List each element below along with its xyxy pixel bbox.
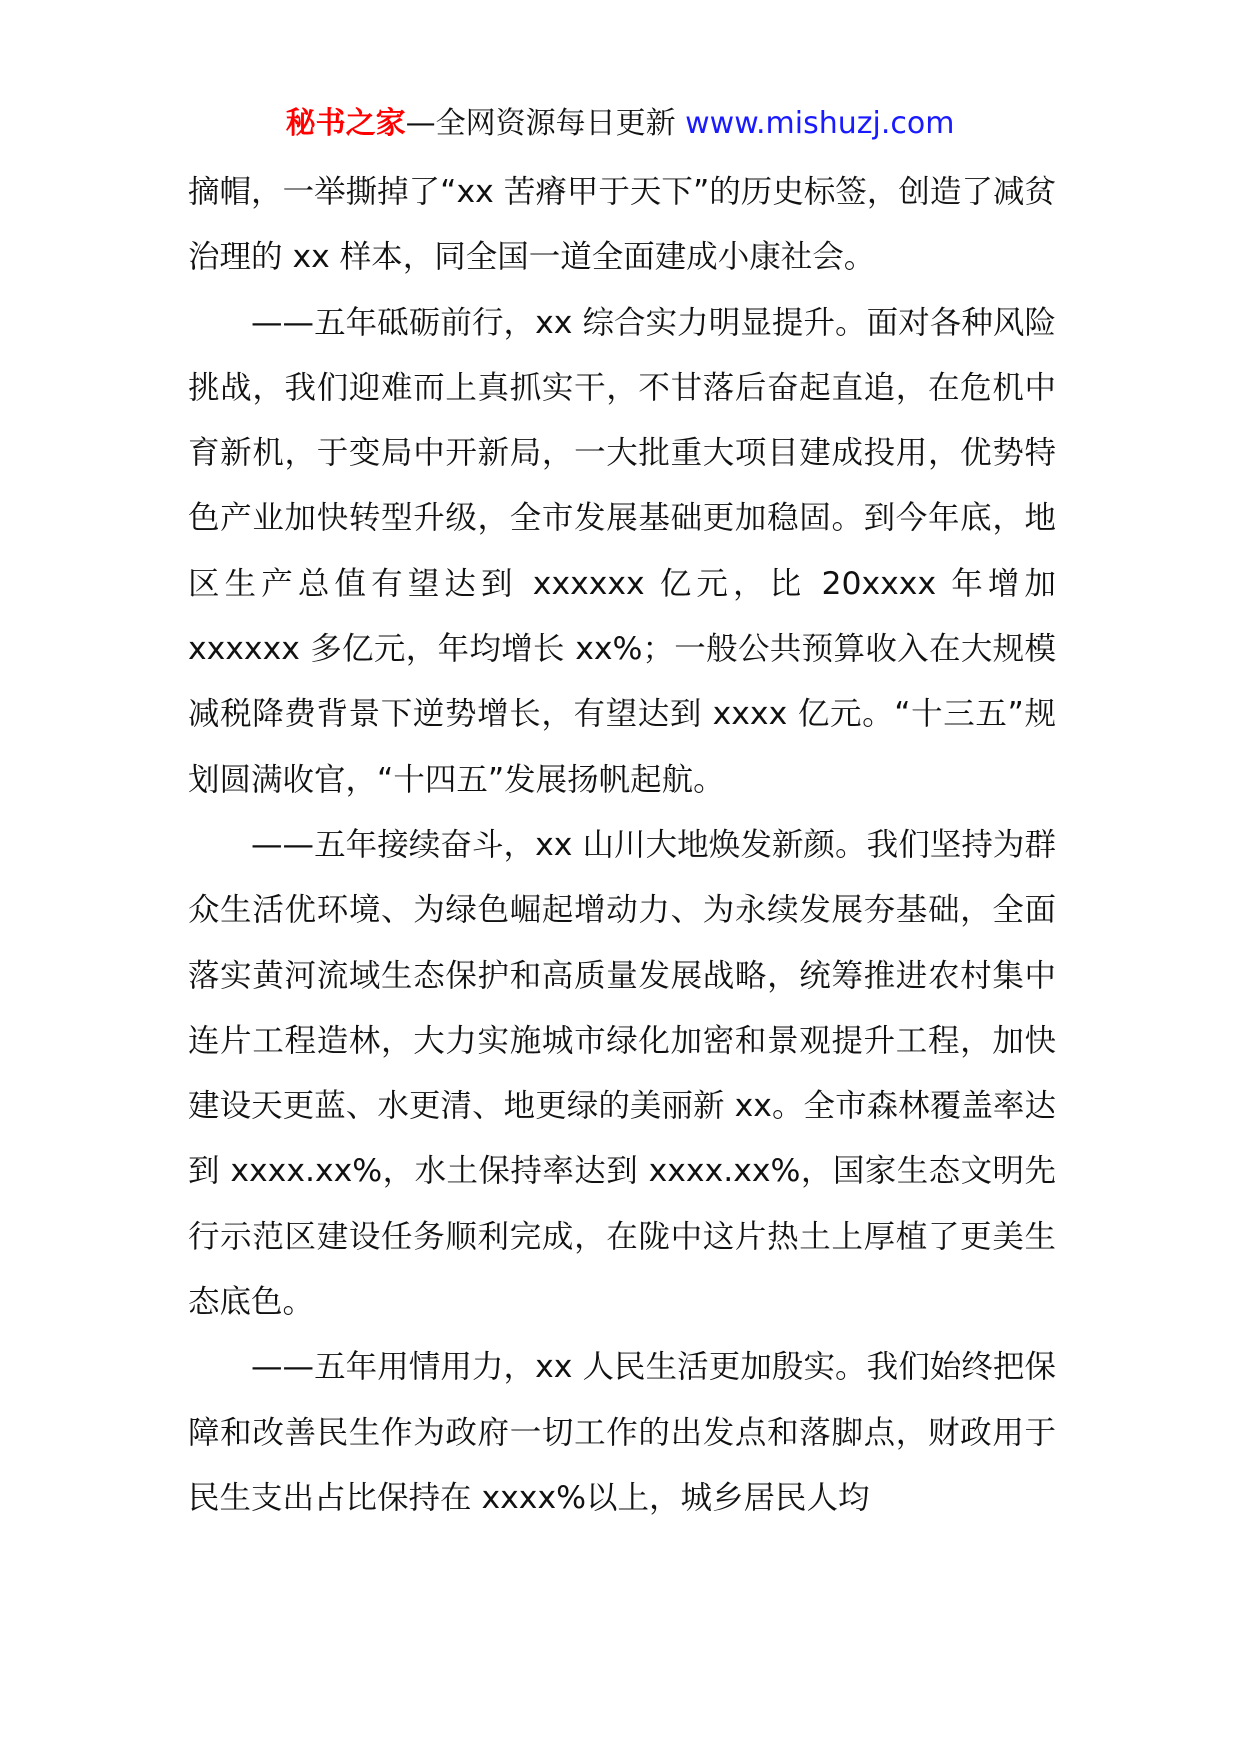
paragraph-economic-strength: ——五年砥砺前行，xx 综合实力明显提升。面对各种风险挑战，我们迎难而上真抓实干，不甘落后奋起直追，在危机中育新机，于变局中开新局，一大批重大项目建成投用，优势特色产业加快转型升级，全市发展基础更加稳固。到今年底，地区生产总值有望达到 xxxxxx 亿元，比 20xxxx 年增加 xxxxxx 多亿元，年均增长 xx%；一般公共预算收入在大规模减税降费背景下逆势增长，有望达到 xxxx 亿元。“十三五”规划圆满收官，“十四五”发展扬帆起航。 <box>188 304 1056 798</box>
paragraph-livelihood: ——五年用情用力，xx 人民生活更加殷实。我们始终把保障和改善民生作为政府一切工作的出发点和落脚点，财政用于民生支出占比保持在 xxxx%以上，城乡居民人均 <box>188 1349 1056 1516</box>
document-body <box>188 160 1056 1531</box>
brand-name: 秘书之家 <box>285 106 406 141</box>
page-header <box>0 100 1240 148</box>
paragraph-continuation: 摘帽，一举撕掉了“xx 苦瘠甲于天下”的历史标签，创造了减贫治理的 xx 样本，同全国一道全面建成小康社会。 <box>188 174 1056 276</box>
paragraph-ecology: ——五年接续奋斗，xx 山川大地焕发新颜。我们坚持为群众生活优环境、为绿色崛起增动力、为永续发展夯基础，全面落实黄河流域生态保护和高质量发展战略，统筹推进农村集中连片工程造林，大力实施城市绿化加密和景观提升工程，加快建设天更蓝、水更清、地更绿的美丽新 xx。全市森林覆盖率达到 xxxx.xx%，水土保持率达到 xxxx.xx%，国家生态文明先行示范区建设任务顺利完成，在陇中这片热土上厚植了更美生态底色。 <box>188 826 1056 1321</box>
header-tagline: —全网资源每日更新 <box>405 106 676 141</box>
website-url[interactable]: www.mishuzj.com <box>685 106 955 141</box>
